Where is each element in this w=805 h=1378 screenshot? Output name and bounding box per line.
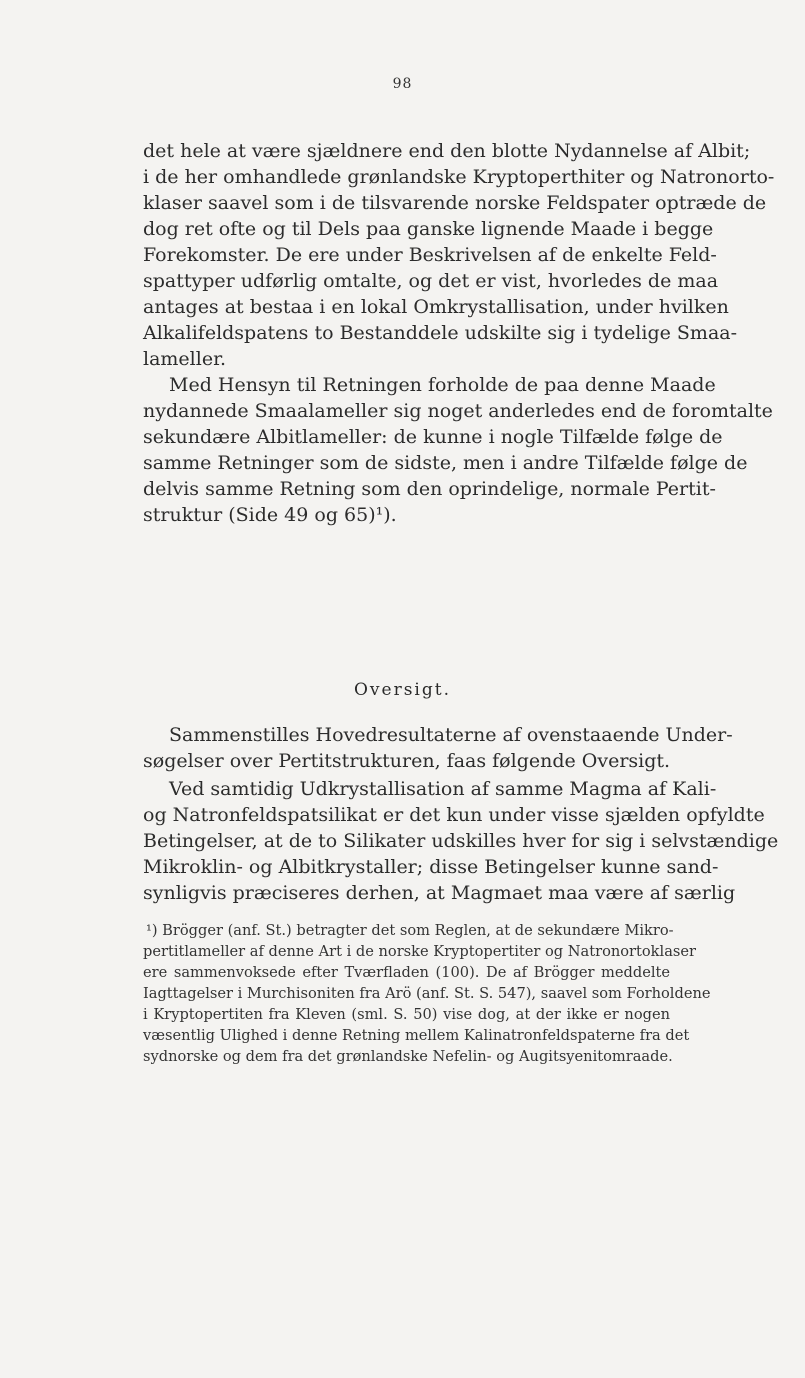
text-line: struktur (Side 49 og 65)¹).	[143, 504, 397, 526]
footnote-line: ere sammenvoksede efter Tværfladen (100). De af Brögger meddelte	[143, 964, 670, 981]
text-line: Forekomster. De ere under Beskrivelsen af de enkelte Feld-	[143, 244, 717, 266]
text-line: Med Hensyn til Retningen forholde de paa denne Maade	[169, 374, 716, 396]
text-line: synligvis præciseres derhen, at Magmaet maa være af særlig	[143, 882, 736, 904]
footnote-line: pertitlameller af denne Art i de norske Kryptopertiter og Natronortoklaser	[143, 943, 696, 960]
text-line: Betingelser, at de to Silikater udskilles hver for sig i selvstændige	[143, 830, 779, 852]
text-line: samme Retninger som de sidste, men i andre Tilfælde følge de	[143, 452, 748, 474]
text-line: nydannede Smaalameller sig noget anderledes end de foromtalte	[143, 400, 773, 422]
text-line: Mikroklin- og Albitkrystaller; disse Betingelser kunne sand-	[143, 856, 719, 878]
text-line: søgelser over Pertitstrukturen, faas følgende Oversigt.	[143, 750, 671, 772]
footnote-line: ¹) Brögger (anf. St.) betragter det som Reglen, at de sekundære Mikro-	[146, 922, 674, 939]
text-line: det hele at være sjældnere end den blotte Nydannelse af Albit;	[143, 140, 751, 162]
footnote-line: Iagttagelser i Murchisoniten fra Arö (anf. St. S. 547), saavel som Forholdene	[143, 985, 711, 1002]
text-line: Alkalifeldspatens to Bestanddele udskilte sig i tydelige Smaa-	[143, 322, 738, 344]
footnote-line: væsentlig Ulighed i denne Retning mellem Kalinatronfeldspaterne fra det	[143, 1027, 690, 1044]
text-line: Sammenstilles Hovedresultaterne af ovenstaaende Under-	[169, 724, 733, 746]
text-line: klaser saavel som i de tilsvarende norske Feldspater optræde de	[143, 192, 767, 214]
text-line: og Natronfeldspatsilikat er det kun under visse sjælden opfyldte	[143, 804, 765, 826]
text-line: lameller.	[143, 348, 227, 370]
footnote-line: sydnorske og dem fra det grønlandske Nefelin- og Augitsyenitomraade.	[143, 1048, 673, 1065]
text-line: Ved samtidig Udkrystallisation af samme Magma af Kali-	[169, 778, 717, 800]
text-line: sekundære Albitlameller: de kunne i nogle Tilfælde følge de	[143, 426, 723, 448]
text-line: spattyper udførlig omtalte, og det er vist, hvorledes de maa	[143, 270, 719, 292]
footnote-line: i Kryptopertiten fra Kleven (sml. S. 50) vise dog, at der ikke er nogen	[143, 1006, 670, 1023]
section-heading: Oversigt.	[353, 680, 451, 700]
text-line: delvis samme Retning som den oprindelige, normale Pertit-	[143, 478, 716, 500]
page-number: 98	[392, 76, 413, 92]
text-line: i de her omhandlede grønlandske Kryptoperthiter og Natronorto-	[143, 166, 775, 188]
text-line: dog ret ofte og til Dels paa ganske lignende Maade i begge	[143, 218, 714, 240]
text-line: antages at bestaa i en lokal Omkrystallisation, under hvilken	[143, 296, 729, 318]
